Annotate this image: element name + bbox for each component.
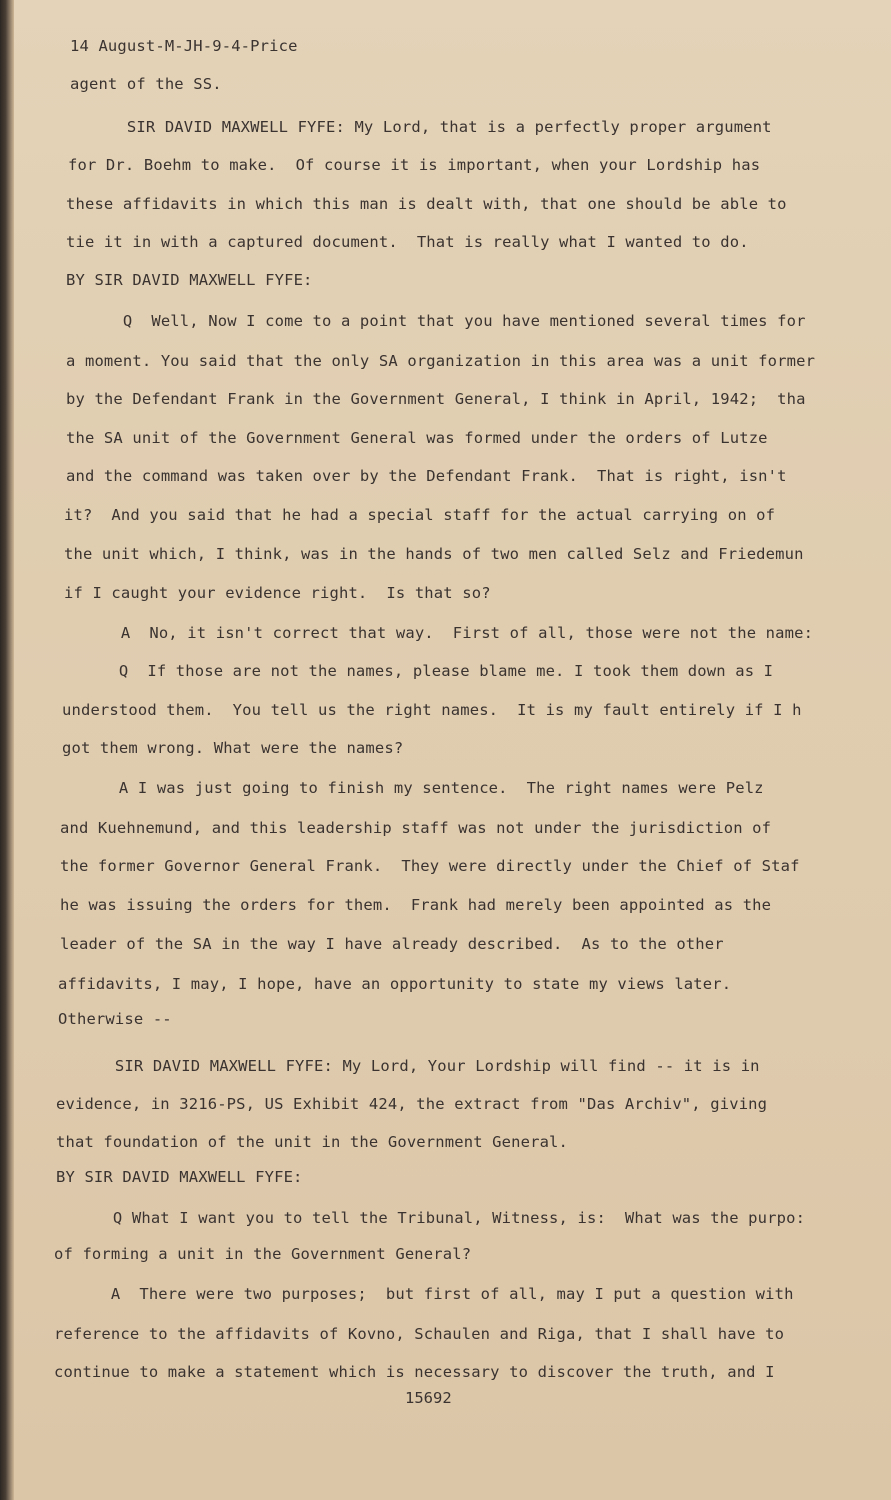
transcript-line: understood them. You tell us the right names. It is my fault entirely if I h	[62, 701, 802, 719]
transcript-line: continue to make a statement which is necessary to discover the truth, and I	[54, 1363, 775, 1381]
transcript-line: Q Well, Now I come to a point that you have mentioned several times for	[66, 312, 806, 330]
transcript-line: the former Governor General Frank. They were directly under the Chief of Staf	[60, 857, 800, 875]
transcript-line: and the command was taken over by the Defendant Frank. That is right, isn't	[66, 467, 787, 485]
transcript-line: A No, it isn't correct that way. First of all, those were not the name:	[64, 624, 814, 642]
transcript-line: that foundation of the unit in the Government General.	[56, 1133, 569, 1151]
torn-left-edge	[0, 0, 14, 1500]
transcript-line: Otherwise --	[58, 1010, 172, 1028]
page-number: 15692	[405, 1389, 452, 1407]
transcript-line: the SA unit of the Government General was formed under the orders of Lutze	[66, 429, 768, 447]
transcript-line: got them wrong. What were the names?	[62, 739, 404, 757]
transcript-line: by the Defendant Frank in the Government General, I think in April, 1942; tha	[66, 390, 806, 408]
transcript-line: BY SIR DAVID MAXWELL FYFE:	[56, 1168, 303, 1186]
transcript-line: reference to the affidavits of Kovno, Schaulen and Riga, that I shall have to	[54, 1325, 785, 1343]
transcript-line: A There were two purposes; but first of all, may I put a question with	[54, 1285, 794, 1303]
transcript-line: Q If those are not the names, please blame me. I took them down as I	[62, 662, 774, 680]
transcript-line: tie it in with a captured document. That is really what I wanted to do.	[66, 233, 749, 251]
transcript-line: affidavits, I may, I hope, have an opportunity to state my views later.	[58, 975, 732, 993]
transcript-line: of forming a unit in the Government General?	[54, 1245, 472, 1263]
transcript-line: these affidavits in which this man is dealt with, that one should be able to	[66, 195, 787, 213]
transcript-line: A I was just going to finish my sentence. The right names were Pelz	[62, 779, 764, 797]
transcript-line: SIR DAVID MAXWELL FYFE: My Lord, Your Lordship will find -- it is in	[58, 1057, 760, 1075]
transcript-line: agent of the SS.	[70, 75, 222, 93]
transcript-line: he was issuing the orders for them. Frank had merely been appointed as the	[60, 896, 772, 914]
transcript-line: if I caught your evidence right. Is that so?	[64, 584, 491, 602]
transcript-line: SIR DAVID MAXWELL FYFE: My Lord, that is a perfectly proper argument	[70, 118, 772, 136]
transcript-line: BY SIR DAVID MAXWELL FYFE:	[66, 271, 313, 289]
transcript-line: leader of the SA in the way I have already described. As to the other	[60, 935, 724, 953]
page-header: 14 August-M-JH-9-4-Price	[70, 37, 298, 55]
transcript-line: evidence, in 3216-PS, US Exhibit 424, the extract from "Das Archiv", giving	[56, 1095, 768, 1113]
transcript-line: it? And you said that he had a special staff for the actual carrying on of	[64, 506, 776, 524]
transcript-line: for Dr. Boehm to make. Of course it is important, when your Lordship has	[68, 156, 761, 174]
transcript-line: Q What I want you to tell the Tribunal, Witness, is: What was the purpo:	[56, 1209, 806, 1227]
transcript-line: the unit which, I think, was in the hands of two men called Selz and Friedemun	[64, 545, 804, 563]
transcript-line: a moment. You said that the only SA organization in this area was a unit former	[66, 352, 816, 370]
transcript-line: and Kuehnemund, and this leadership staff was not under the jurisdiction of	[60, 819, 772, 837]
